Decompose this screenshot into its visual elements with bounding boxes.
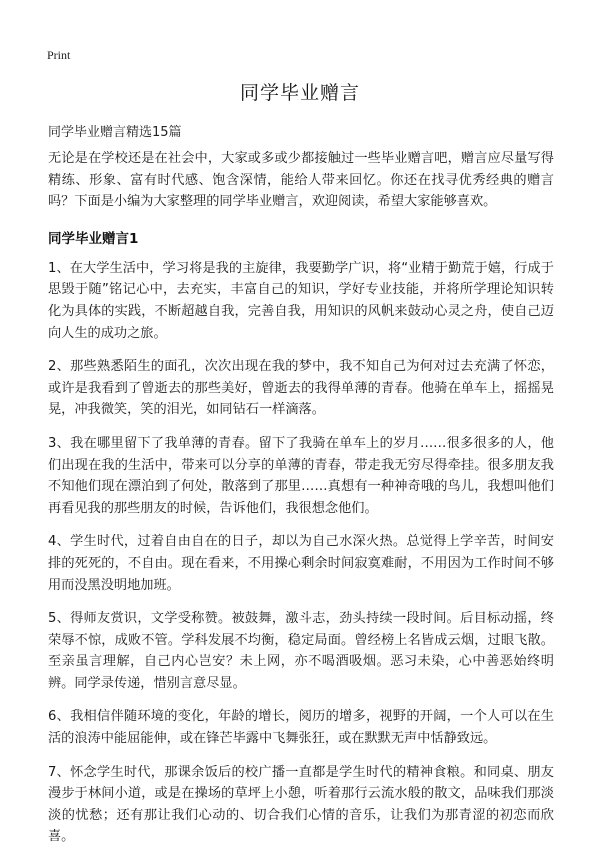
page-title: 同学毕业赠言 — [239, 82, 360, 104]
list-item: 6、我相信伴随环境的变化，年龄的增长，阅历的增多，视野的开阔，一个人可以在生活的浪涛中能屈能伸，或在锋芒毕露中飞舞张狂，或在默默无声中恬静致远。 — [48, 709, 554, 747]
article-subtitle: 同学毕业赠言精选15篇 — [48, 125, 182, 140]
section-heading: 同学毕业赠言1 — [48, 230, 139, 247]
list-item: 7、怀念学生时代，那课余饭后的校广播一直都是学生时代的精神食粮。和同桌、朋友漫步于林间小道，或是在操场的草坪上小憩，听着那行云流水般的散文，品味我们那淡淡的忧愁；还有那让我们心动的、切合我们心情的音乐，让我们为那青涩的初恋而欣喜。 — [48, 764, 554, 845]
print-link[interactable]: Print — [47, 48, 71, 62]
list-item: 5、得师友赏识，文学受称赞。被鼓舞，激斗志，劲头持续一段时间。后目标动摇，终荣辱不惊，成败不管。学科发展不均衡，稳定局面。曾经榜上名皆成云烟，过眼飞散。至亲虽言理解，自己内心岂安？未上网，亦不喝酒吸烟。恶习未染，心中善恶始终明辨。同学录传递，惜别言意尽显。 — [48, 611, 554, 691]
article-body — [48, 148, 554, 860]
intro-paragraph: 无论是在学校还是在社会中，大家或多或少都接触过一些毕业赠言吧，赠言应尽量写得精练、形象、富有时代感、饱含深情，能给人带来回忆。你还在找寻优秀经典的赠言吗？下面是小编为大家整理的同学毕业赠言，欢迎阅读，希望大家能够喜欢。 — [48, 151, 554, 210]
list-item: 1、在大学生活中，学习将是我的主旋律，我要勤学广识，将“业精于勤荒于嬉，行成于思毁于随”铭记心中，去充实，丰富自己的知识，学好专业技能，并将所学理论知识转化为具体的实践，不断超越自我，完善自我，用知识的风帆来鼓动心灵之舟，使自己迈向人生的成功之旅。 — [48, 260, 554, 341]
list-item: 2、那些熟悉陌生的面孔，次次出现在我的梦中，我不知自己为何对过去充满了怀恋，或许是我看到了曾逝去的那些美好，曾逝去的我得单薄的青春。他骑在单车上，摇摇晃晃，冲我微笑，笑的泪光，如同钻石一样滴落。 — [48, 359, 554, 418]
list-item: 4、学生时代，过着自由自在的日子，却以为自己水深火热。总觉得上学辛苦，时间安排的死死的，不自由。现在看来，不用操心剩余时间寂寞难耐，不用因为工作时间不够用而没黑没明地加班。 — [48, 534, 554, 593]
list-item: 3、我在哪里留下了我单薄的青春。留下了我骑在单车上的岁月……很多很多的人，他们出现在我的生活中，带来可以分享的单薄的青春，带走我无穷尽得牵挂。很多朋友我不知他们现在漂泊到了何处，散落到了那里……真想有一种神奇哦的鸟儿，我想叫他们再看见我的那些朋友的时候，告诉他们，我很想念他们。 — [48, 435, 554, 516]
